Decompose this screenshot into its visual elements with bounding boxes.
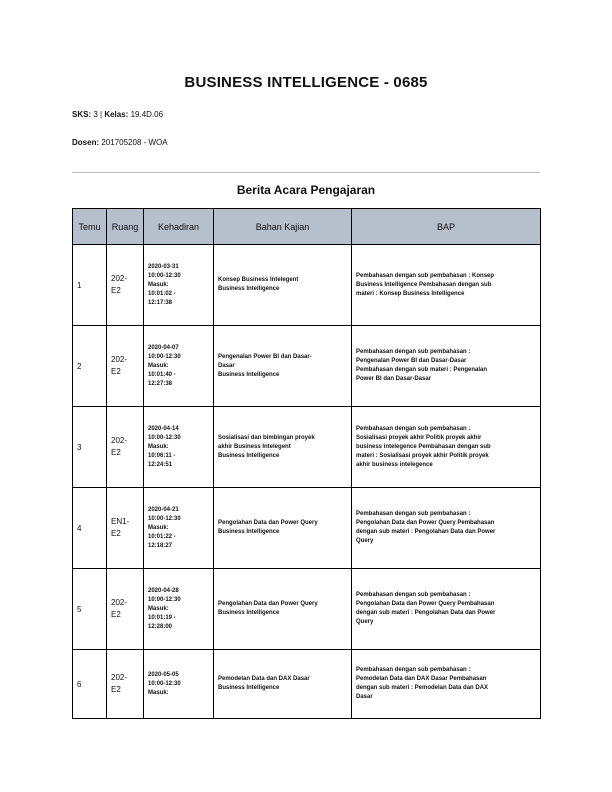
bap-table xyxy=(72,208,541,719)
dosen-value: 201705208 - WOA xyxy=(99,138,168,147)
temu-cell: 2 xyxy=(73,326,107,407)
course-meta xyxy=(72,110,163,119)
kehadiran-cell: 2020-04-28 10:00-12:30 Masuk: 10:01:19 - 12:28:00 xyxy=(144,569,214,650)
table-row xyxy=(73,407,541,488)
column-header-kehadiran: Kehadiran xyxy=(144,209,214,245)
bap-cell: Pembahasan dengan sub pembahasan : Pengolahan Data dan Power Query Pembahasan dengan sub materi : Pengolahan Data dan Power Query xyxy=(352,569,541,650)
temu-cell: 6 xyxy=(73,650,107,719)
ruang-cell: 202- E2 xyxy=(107,407,144,488)
section-title: Berita Acara Pengajaran xyxy=(236,183,376,197)
bahan-kajian-cell: Sosialisasi dan bimbingan proyek akhir Business Intelegent Business Intelligence xyxy=(214,407,352,488)
table-row xyxy=(73,569,541,650)
bap-cell: Pembahasan dengan sub pembahasan : Sosialisasi proyek akhir Politik proyek akhir business intelegence Pembahasan dengan sub materi : Sosialisasi proyek akhir Politik proyek akhir business intelegence xyxy=(352,407,541,488)
kehadiran-cell: 2020-05-05 10:00-12:30 Masuk: xyxy=(144,650,214,719)
column-header-bahan-kajian: Bahan Kajian xyxy=(214,209,352,245)
kelas-label: Kelas: xyxy=(104,110,129,119)
column-header-bap: BAP xyxy=(352,209,541,245)
lecturer-meta xyxy=(72,138,168,147)
dosen-label: Dosen: xyxy=(72,138,100,147)
bahan-kajian-cell: Pengenalan Power BI dan Dasar- Dasar Business Intelligence xyxy=(214,326,352,407)
temu-cell: 3 xyxy=(73,407,107,488)
temu-cell: 1 xyxy=(73,245,107,326)
divider xyxy=(72,172,540,173)
column-header-temu: Temu xyxy=(73,209,107,245)
bahan-kajian-cell: Pengolahan Data dan Power Query Business Intelligence xyxy=(214,488,352,569)
ruang-cell: 202- E2 xyxy=(107,245,144,326)
bahan-kajian-cell: Pemodelan Data dan DAX Dasar Business Intelligence xyxy=(214,650,352,719)
page-title: BUSINESS INTELLIGENCE - 0685 xyxy=(184,74,428,91)
kehadiran-cell: 2020-04-14 10:00-12:30 Masuk: 10:06:11 - 12:24:51 xyxy=(144,407,214,488)
table-row xyxy=(73,488,541,569)
sks-label: SKS: xyxy=(72,110,92,119)
bap-cell: Pembahasan dengan sub pembahasan : Pemodelan Data dan DAX Dasar Pembahasan dengan sub materi : Pemodelan Data dan DAX Dasar xyxy=(352,650,541,719)
bap-cell: Pembahasan dengan sub pembahasan : Pengenalan Power BI dan Dasar-Dasar Pembahasan dengan sub materi : Pengenalan Power BI dan Dasar-Dasar xyxy=(352,326,541,407)
sks-value: 3 | xyxy=(91,110,105,119)
ruang-cell: 202- E2 xyxy=(107,650,144,719)
bahan-kajian-cell: Konsep Business Intelegent Business Intelligence xyxy=(214,245,352,326)
bap-cell: Pembahasan dengan sub pembahasan : Konsep Business Intelligence Pembahasan dengan sub materi : Konsep Business Intelligence xyxy=(352,245,541,326)
bahan-kajian-cell: Pengolahan Data dan Power Query Business Intelligence xyxy=(214,569,352,650)
table-header-row xyxy=(73,209,541,245)
kehadiran-cell: 2020-04-21 10:00-12:30 Masuk: 10:01:22 - 12:18:27 xyxy=(144,488,214,569)
bap-cell: Pembahasan dengan sub pembahasan : Pengolahan Data dan Power Query Pembahasan dengan sub materi : Pengolahan Data dan Power Query xyxy=(352,488,541,569)
ruang-cell: 202- E2 xyxy=(107,569,144,650)
ruang-cell: 202- E2 xyxy=(107,326,144,407)
temu-cell: 4 xyxy=(73,488,107,569)
kehadiran-cell: 2020-03-31 10:00-12:30 Masuk: 10:01:02 - 12:17:38 xyxy=(144,245,214,326)
table-row xyxy=(73,245,541,326)
table-row xyxy=(73,326,541,407)
table-row xyxy=(73,650,541,719)
kelas-value: 19.4D.06 xyxy=(128,110,164,119)
column-header-ruang: Ruang xyxy=(107,209,144,245)
kehadiran-cell: 2020-04-07 10:00-12:30 Masuk: 10:01:40 - 12:27:38 xyxy=(144,326,214,407)
temu-cell: 5 xyxy=(73,569,107,650)
ruang-cell: EN1- E2 xyxy=(107,488,144,569)
